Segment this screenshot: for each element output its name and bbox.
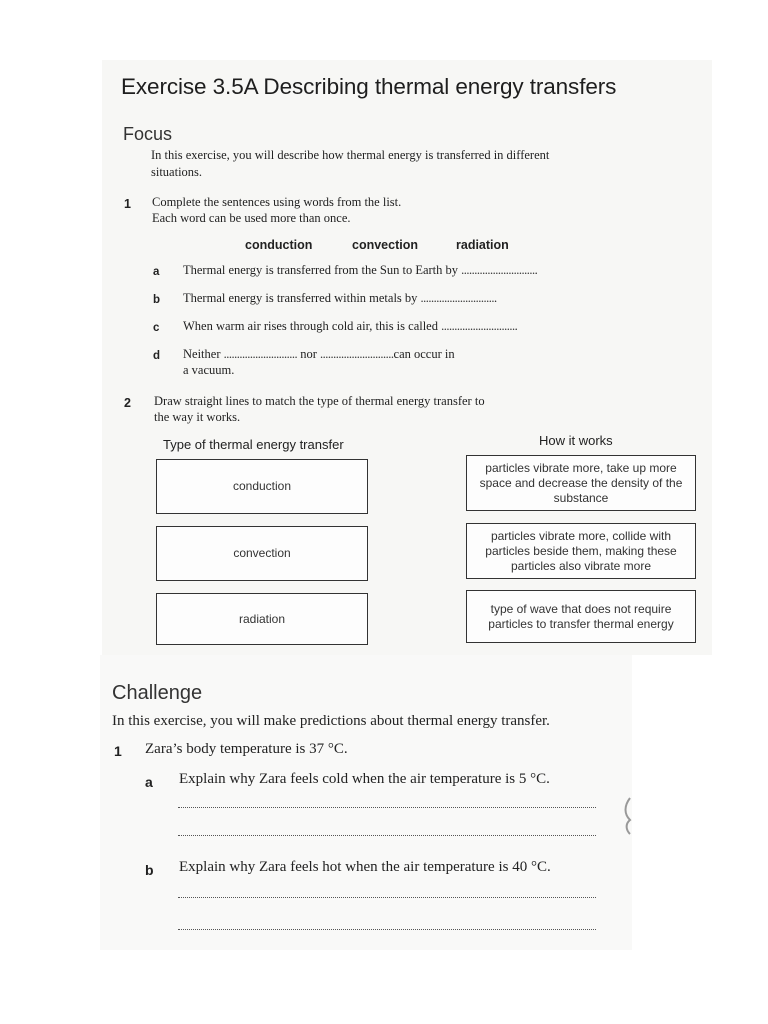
item-d-blank-2[interactable]: ............................ (320, 347, 394, 361)
item-c-blank[interactable]: ............................ (441, 319, 515, 333)
focus-heading: Focus (123, 124, 173, 144)
part-b-answer-line-1[interactable] (178, 896, 596, 898)
challenge-question-number: 1 (114, 743, 122, 759)
item-a-blank[interactable]: ............................ (461, 263, 535, 277)
item-b-blank[interactable]: ............................ (420, 291, 495, 305)
part-a-answer-line-1[interactable] (178, 806, 596, 808)
item-a-text: Thermal energy is transferred from the Sun to Earth by (183, 263, 459, 277)
part-b-label: b (145, 862, 154, 878)
exercise-title: Exercise 3.5A Describing thermal energy transfers (121, 74, 617, 99)
item-c-label: c (153, 322, 160, 334)
item-d-line-2: a vacuum. (183, 363, 235, 377)
word-conduction: conduction (245, 238, 313, 252)
question-2-instruction-1: Draw straight lines to match the type of thermal energy transfer to (154, 394, 485, 408)
item-d-mid: nor (300, 347, 317, 361)
item-d-label: d (153, 350, 161, 362)
item-d-tail: can occur in (393, 347, 455, 361)
challenge-heading: Challenge (112, 682, 203, 704)
item-d-text: Neither (183, 347, 221, 361)
item-a-end: . (534, 263, 538, 277)
description-box-2[interactable]: particles vibrate more, collide with particles beside them, making these particles also vibrate more (466, 523, 696, 579)
description-box-3[interactable]: type of wave that does not require particles to transfer thermal energy (466, 590, 696, 643)
part-a-label: a (145, 774, 153, 790)
type-box-conduction[interactable]: conduction (156, 459, 368, 514)
question-2-instruction-2: the way it works. (154, 410, 241, 424)
item-b-text: Thermal energy is transferred within metals by (183, 291, 418, 305)
challenge-question-text: Zara’s body temperature is 37 °C. (145, 741, 348, 757)
item-d (183, 347, 455, 362)
question-1-instruction-2: Each word can be used more than once. (152, 211, 351, 225)
item-c-end: . (514, 319, 518, 333)
word-radiation: radiation (456, 238, 509, 252)
question-2-number: 2 (124, 396, 131, 410)
description-box-1[interactable]: particles vibrate more, take up more space and decrease the density of the substance (466, 455, 696, 511)
word-convection: convection (352, 238, 418, 252)
type-box-radiation[interactable]: radiation (156, 593, 368, 645)
item-c-text: When warm air rises through cold air, this is called (183, 319, 438, 333)
part-b-answer-line-2[interactable] (178, 928, 596, 930)
question-1-instruction-1: Complete the sentences using words from the list. (152, 195, 402, 209)
item-a-label: a (153, 266, 160, 278)
left-column-heading: Type of thermal energy transfer (163, 437, 344, 452)
item-b (183, 291, 497, 306)
item-a (183, 263, 538, 278)
part-a-text: Explain why Zara feels cold when the air temperature is 5 °C. (179, 771, 550, 787)
right-column-heading: How it works (539, 433, 613, 448)
item-c (183, 319, 518, 334)
challenge-intro: In this exercise, you will make predictions about thermal energy transfer. (112, 713, 550, 729)
page-edge-scan-artifact (622, 796, 632, 836)
type-box-convection[interactable]: convection (156, 526, 368, 581)
part-a-answer-line-2[interactable] (178, 834, 596, 836)
focus-intro: In this exercise, you will describe how thermal energy is transferred in different situations. (151, 148, 550, 179)
item-d-blank-1[interactable]: ............................ (223, 347, 298, 361)
part-b-text: Explain why Zara feels hot when the air temperature is 40 °C. (179, 859, 551, 875)
question-1-number: 1 (124, 197, 131, 211)
item-b-end: . (494, 291, 498, 305)
item-b-label: b (153, 294, 161, 306)
